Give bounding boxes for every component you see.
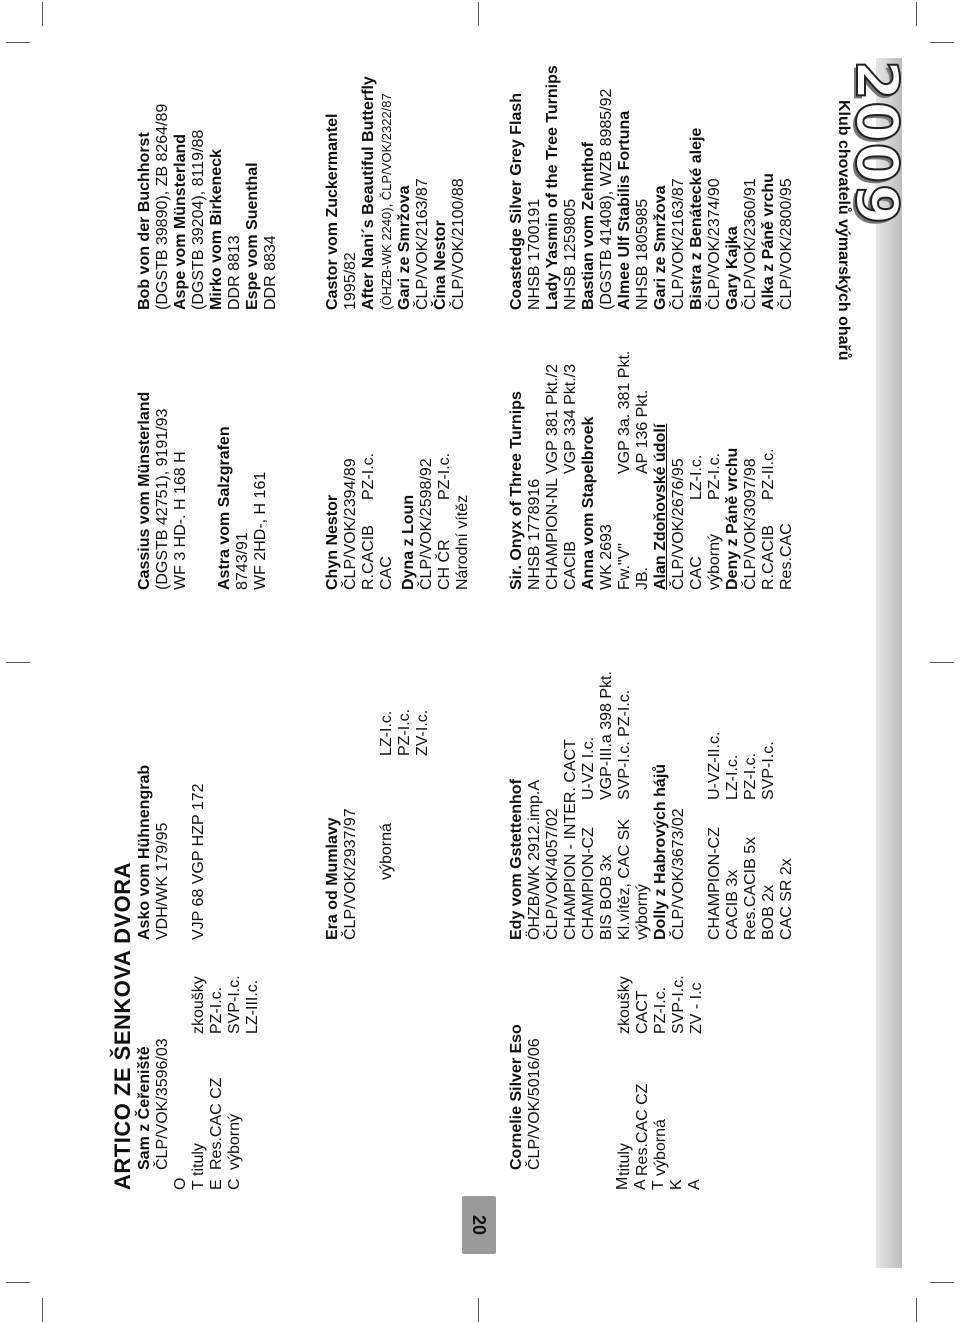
sire-titles-label: tituly: [190, 1143, 207, 1176]
club-name: Klub chovatelů výmarských ohařů: [835, 100, 852, 361]
dam-titles: tituly Res.CAC CZ výborná: [616, 1083, 669, 1176]
crop-mark: [930, 42, 954, 43]
pedigree-table: [110, 30, 850, 1190]
crop-mark: [42, 1298, 43, 1322]
gen4-column: Castor vom Zuckermantel 1995/82 After Nani´s Beautiful Butterfly (ÖHZB-WK 2240), ČLP/VOK/2322/87 Gari ze Smržova ČLP/VOK/2163/87 Čina Nestor ČLP/VOK/2100/88: [324, 76, 467, 310]
dam-mother: Dolly z Habrových hájů ČLP/VOK/3673/02 CHAMPION-CZU-VZ-II.c. CACIB 3xLZ-I.c. Res.CACIB 5xPZ-I.c. BOB 2xSVP-I.c. CAC SR 2x: [652, 731, 795, 940]
page-number: 20: [469, 1214, 489, 1236]
dam-father: Edy vom Gstettenhof ÖHZB/WK 2912.imp.A ČLP/VOK/4057/02 CHAMPION - INTER. CACT: [508, 739, 579, 940]
crop-mark: [930, 662, 954, 663]
gen4-column: Coastedge Silver Grey Flash NHSB 1700191 Lady Yasmin of the Tree Turnips NHSB 1259805 Bastian vom Zehnthof (DGSTB 41408), WZB 8985/92 Almee Ulf Stabilis Fortuna NHSB 1805985 Gari ze Smržova ČLP/VOK/2163/87 Bistra z Benátecké aleje ČLP/VOK/2374/90 Gary Kajka ČLP/VOK/2360/91 Alka z Páně vrchu ČLP/VOK/2800/95: [508, 65, 795, 310]
sire-reg: ČLP/VOK/3596/03: [154, 1038, 171, 1170]
year-heading: 2009: [843, 60, 911, 226]
gen3-d: Dyna z Loun ČLP/VOK/2598/92 CH ČRPZ-I.c. Národní vítěz: [400, 452, 471, 590]
crop-mark: [930, 1282, 954, 1283]
sire-name: Sam z Čeřeniště: [136, 1046, 153, 1170]
crop-mark: [6, 42, 30, 43]
dam-side-label: M A T K A: [614, 1176, 703, 1190]
dam-name: Cornelie Silver Eso: [508, 1024, 525, 1170]
sire-block: Sam z Čeřeniště ČLP/VOK/3596/03 tituly Res.CAC CZ výborný: [136, 1038, 243, 1176]
crop-mark: [916, 2, 917, 26]
dam-father-rows: CHAMPION-CZU-VZ I.c. BIS BOB 3xVGP-III.a 398 Pkt. Kl.vítěz, CAC SKSVP-I.c. PZ-I.c. výborný: [580, 671, 651, 940]
gen3-a: Cassius vom Münsterland (DGSTB 42751), 9191/93 WF 3 HD-. H 168 H: [136, 391, 189, 590]
gen3-f: Anna vom Stapelbroek WK 2693 Fw."V"VGP 3a. 381 Pkt. JB.AP 136 Pkt.: [580, 350, 651, 590]
dam-block: [508, 1024, 544, 1170]
crop-mark: [478, 1298, 479, 1322]
crop-mark: [916, 1298, 917, 1322]
header-band: [876, 58, 902, 1268]
sire-mother-tests: LZ-I.c. PZ-I.c. ZV-I.c.: [378, 708, 431, 756]
gen4-column: Bob von der Buchhorst (DGSTB 39890), ZB 8264/89 Aspe vom Münsterland (DGSTB 39204), 8119/88 Mirko vom Birkeneck DDR 8813 Espe vom Suenthal DDR 8834: [136, 103, 279, 310]
sire-tests: zkoušky PZ-I.c. SVP-I.c. LZ-III.c.: [190, 975, 261, 1034]
crop-mark: [6, 662, 30, 663]
gen3-e: Sir. Onyx of Three Turnips NHSB 1778916 CHAMPION-NLVGP 381 Pkt./2 CACIBVGP 334 Pkt./3: [508, 364, 579, 590]
page-title: ARTICO ZE ŠENKOVA DVORA: [110, 861, 135, 1190]
crop-mark: [6, 1282, 30, 1283]
dam-tests: zkoušky CACT PZ-I.c. SVP-I.c. ZV - I.c: [616, 975, 705, 1034]
sire-father: Asko vom Hühnengrab VDH/WK 179/95 VJP 68 VGP HZP 172: [136, 764, 207, 940]
gen3-h: Deny z Páně vrchu ČLP/VOK/3097/98 R.CACIBPZ-II.c. Res.CAC: [724, 447, 795, 590]
gen3-g: Alan Zdoňovské údolí ČLP/VOK/2676/95 CACLZ-I.c. výbornýPZ-I.c.: [652, 423, 723, 590]
sire-mother: Era od Mumlavy ČLP/VOK/2937/97 výborná: [324, 808, 395, 940]
sire-side-label: O T E C: [172, 1177, 243, 1190]
page-number-tab: [462, 1196, 496, 1254]
gen3-b: Astra vom Salzgrafen 8743/91 WF 2HD-, H 161: [216, 426, 269, 590]
crop-mark: [478, 2, 479, 26]
gen3-c: Chyn Nestor ČLP/VOK/2394/89 R.CACIBPZ-I.c. CAC: [324, 452, 395, 590]
crop-mark: [42, 2, 43, 26]
dam-reg: ČLP/VOK/5016/06: [526, 1038, 543, 1170]
